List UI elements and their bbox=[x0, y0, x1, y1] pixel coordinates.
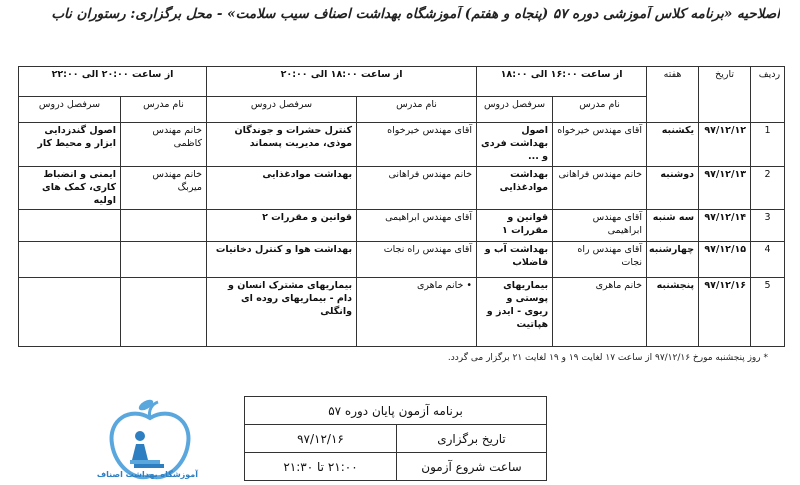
slot-3-topic bbox=[19, 242, 121, 278]
row-date: ۹۷/۱۲/۱۴ bbox=[699, 210, 751, 242]
slot-3-header: از ساعت ۲۰:۰۰ الی ۲۲:۰۰ bbox=[19, 67, 207, 97]
slot-2-header: از ساعت ۱۸:۰۰ الی ۲۰:۰۰ bbox=[207, 67, 477, 97]
slot-2-teacher: آقای مهندس خیرخواه bbox=[357, 123, 477, 167]
slot-3-teacher: خانم مهندس میربگ bbox=[121, 167, 207, 210]
slot-1-topic: بهداشت آب و فاضلاب bbox=[477, 242, 553, 278]
header-row-number: ردیف bbox=[751, 67, 785, 123]
exam-table bbox=[244, 396, 547, 481]
slot-3-teacher: خانم مهندس کاظمی bbox=[121, 123, 207, 167]
slot-2-topic: بهداشت هوا و کنترل دخانیات bbox=[207, 242, 357, 278]
slot-2-teacher: آقای مهندس راه نجات bbox=[357, 242, 477, 278]
row-day: یکشنبه bbox=[647, 123, 699, 167]
table-row bbox=[19, 167, 785, 210]
slot-2-topic: کنترل حشرات و جوندگان موذی، مدیریت پسماند bbox=[207, 123, 357, 167]
slot-1-teacher: خانم مهندس فراهانی bbox=[553, 167, 647, 210]
slot-2-teacher: • خانم ماهری bbox=[357, 278, 477, 347]
slot-2-topic: بیماریهای مشترک انسان و دام - بیماریهای روده ای وانگلی bbox=[207, 278, 357, 347]
slot-1-topic-header: سرفصل دروس bbox=[477, 97, 553, 123]
row-day: دوشنبه bbox=[647, 167, 699, 210]
header-day: هفته bbox=[647, 67, 699, 123]
slot-2-topic: بهداشت موادغذایی bbox=[207, 167, 357, 210]
exam-time-label: ساعت شروع آزمون bbox=[397, 453, 547, 481]
table-row bbox=[19, 242, 785, 278]
row-date: ۹۷/۱۲/۱۶ bbox=[699, 278, 751, 347]
row-number: 4 bbox=[751, 242, 785, 278]
slot-1-teacher: آقای مهندس راه نجات bbox=[553, 242, 647, 278]
schedule-table bbox=[18, 66, 785, 347]
slot-1-topic: بیماریهای پوستی و ریوی - ایدز و هپاتیت bbox=[477, 278, 553, 347]
slot-3-topic: اصول گندزدایی ابزار و محیط کار bbox=[19, 123, 121, 167]
slot-2-teacher: خانم مهندس فراهانی bbox=[357, 167, 477, 210]
header-date: تاریخ bbox=[699, 67, 751, 123]
row-number: 2 bbox=[751, 167, 785, 210]
exam-title: برنامه آزمون پایان دوره ۵۷ bbox=[245, 397, 547, 425]
slot-3-topic bbox=[19, 210, 121, 242]
slot-3-topic: ایمنی و انضباط کاری، کمک های اولیه bbox=[19, 167, 121, 210]
slot-1-teacher: خانم ماهری bbox=[553, 278, 647, 347]
slot-1-teacher-header: نام مدرس bbox=[553, 97, 647, 123]
exam-date-value: ۹۷/۱۲/۱۶ bbox=[245, 425, 397, 453]
exam-date-label: تاریخ برگزاری bbox=[397, 425, 547, 453]
row-number: 3 bbox=[751, 210, 785, 242]
logo-caption: آموزشگاه بهداشت اصناف bbox=[96, 470, 198, 479]
table-row bbox=[19, 278, 785, 347]
slot-3-topic-header: سرفصل دروس bbox=[19, 97, 121, 123]
exam-time-value: ۲۱:۰۰ تا ۲۱:۳۰ bbox=[245, 453, 397, 481]
slot-2-teacher-header: نام مدرس bbox=[357, 97, 477, 123]
row-day: سه شنبه bbox=[647, 210, 699, 242]
slot-1-teacher: آقای مهندس خیرخواه bbox=[553, 123, 647, 167]
row-day: چهارشنبه bbox=[647, 242, 699, 278]
page-title: اصلاحیه «برنامه کلاس آموزشی دوره ۵۷ (پنجاه و هفتم) آموزشگاه بهداشت اصناف سیب سلامت» - محل برگزاری: رستوران ناب bbox=[51, 6, 780, 22]
table-row bbox=[19, 210, 785, 242]
row-number: 5 bbox=[751, 278, 785, 347]
slot-1-topic: بهداشت موادغذایی bbox=[477, 167, 553, 210]
slot-3-teacher bbox=[121, 278, 207, 347]
row-day: پنجشنبه bbox=[647, 278, 699, 347]
slot-1-topic: قوانین و مقررات ۱ bbox=[477, 210, 553, 242]
slot-2-topic: قوانین و مقررات ۲ bbox=[207, 210, 357, 242]
row-date: ۹۷/۱۲/۱۳ bbox=[699, 167, 751, 210]
row-date: ۹۷/۱۲/۱۵ bbox=[699, 242, 751, 278]
slot-3-topic bbox=[19, 278, 121, 347]
slot-2-topic-header: سرفصل دروس bbox=[207, 97, 357, 123]
row-date: ۹۷/۱۲/۱۲ bbox=[699, 123, 751, 167]
slot-3-teacher bbox=[121, 242, 207, 278]
slot-1-topic: اصول بهداشت فردی و ... bbox=[477, 123, 553, 167]
slot-1-header: از ساعت ۱۶:۰۰ الی ۱۸:۰۰ bbox=[477, 67, 647, 97]
table-row bbox=[19, 123, 785, 167]
row-number: 1 bbox=[751, 123, 785, 167]
slot-3-teacher bbox=[121, 210, 207, 242]
footnote: * روز پنجشنبه مورخ ۹۷/۱۲/۱۶ از ساعت ۱۷ لغایت ۱۹ و ۱۹ لغایت ۲۱ برگزار می گردد. bbox=[447, 353, 768, 363]
slot-1-teacher: آقای مهندس ابراهیمی bbox=[553, 210, 647, 242]
slot-2-teacher: آقای مهندس ابراهیمی bbox=[357, 210, 477, 242]
slot-3-teacher-header: نام مدرس bbox=[121, 97, 207, 123]
